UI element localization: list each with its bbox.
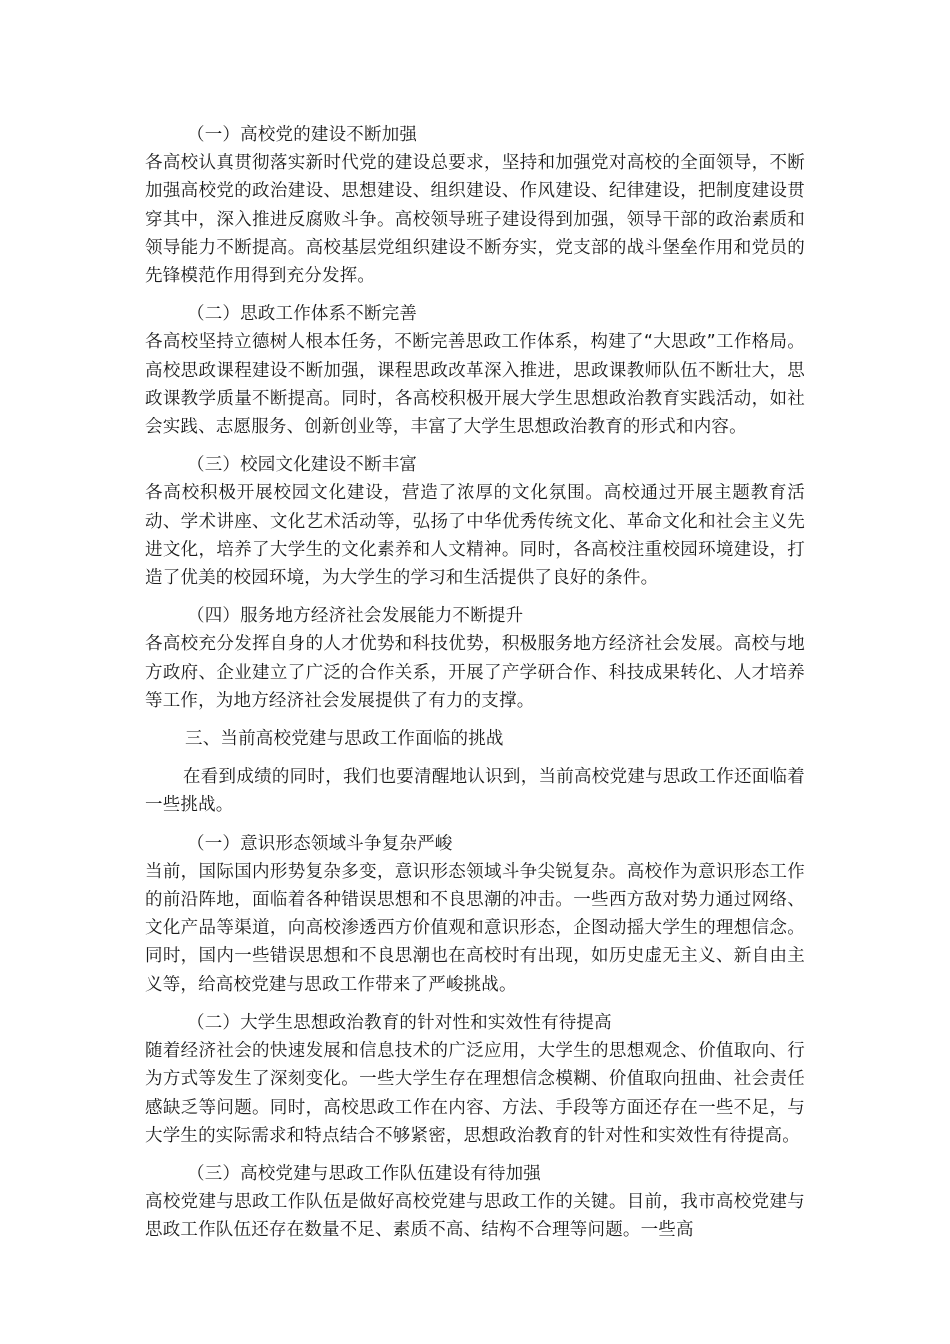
document-page <box>145 121 805 1255</box>
section-intro-paragraph: 在看到成绩的同时，我们也要清醒地认识到，当前高校党建与思政工作还面临着一些挑战。 <box>145 767 805 816</box>
body-paragraph: 当前，国际国内形势复杂多变，意识形态领域斗争尖锐复杂。高校作为意识形态工作的前沿阵地，面临着各种错误思想和不良思潮的冲击。一些西方敌对势力通过网络、文化产品等渠道，向高校渗透西方价值观和意识形态，企图动摇大学生的理想信念。同时，国内一些错误思想和不良思潮也在高校时有出现，如历史虚无主义、新自由主义等，给高校党建与思政工作带来了严峻挑战。 <box>145 861 805 995</box>
body-paragraph: 各高校充分发挥自身的人才优势和科技优势，积极服务地方经济社会发展。高校与地方政府、企业建立了广泛的合作关系，开展了产学研合作、科技成果转化、人才培养等工作，为地方经济社会发展提供了有力的支撑。 <box>145 634 805 711</box>
subsection-heading: （二）思政工作体系不断完善 <box>187 304 418 325</box>
body-paragraph: 各高校积极开展校园文化建设，营造了浓厚的文化氛围。高校通过开展主题教育活动、学术讲座、文化艺术活动等，弘扬了中华优秀传统文化、革命文化和社会主义先进文化，培养了大学生的文化素养和人文精神。同时，各高校注重校园环境建设，打造了优美的校园环境，为大学生的学习和生活提供了良好的条件。 <box>145 483 805 589</box>
challenge-section-1 <box>145 830 805 999</box>
achievement-section-2 <box>145 300 805 441</box>
achievement-section-4 <box>145 602 805 715</box>
subsection-heading: （一）意识形态领域斗争复杂严峻 <box>187 833 453 854</box>
challenge-section-3 <box>145 1160 805 1245</box>
challenge-section-2 <box>145 1009 805 1150</box>
subsection-heading: （三）高校党建与思政工作队伍建设有待加强 <box>187 1163 541 1184</box>
achievement-section-3 <box>145 451 805 592</box>
body-paragraph: 随着经济社会的快速发展和信息技术的广泛应用，大学生的思想观念、价值取向、行为方式等发生了深刻变化。一些大学生存在理想信念模糊、价值取向扭曲、社会责任感缺乏等问题。同时，高校思政工作在内容、方法、手段等方面还存在一些不足，与大学生的实际需求和特点结合不够紧密，思想政治教育的针对性和实效性有待提高。 <box>145 1041 805 1146</box>
subsection-heading: （四）服务地方经济社会发展能力不断提升 <box>187 606 524 627</box>
achievement-section-1 <box>145 121 805 290</box>
subsection-heading: （二）大学生思想政治教育的针对性和实效性有待提高 <box>187 1012 612 1033</box>
body-paragraph: 各高校坚持立德树人根本任务，不断完善思政工作体系，构建了“大思政”工作格局。高校思政课程建设不断加强，课程思政改革深入推进，思政课教师队伍不断壮大，思政课教学质量不断提高。同时，各高校积极开展大学生思想政治教育实践活动，如社会实践、志愿服务、创新创业等，丰富了大学生思想政治教育的形式和内容。 <box>145 332 805 438</box>
body-paragraph: 高校党建与思政工作队伍是做好高校党建与思政工作的关键。目前，我市高校党建与思政工作队伍还存在数量不足、素质不高、结构不合理等问题。一些高 <box>145 1192 805 1241</box>
section-title: 三、当前高校党建与思政工作面临的挑战 <box>185 729 504 750</box>
subsection-heading: （一）高校党的建设不断加强 <box>187 125 418 145</box>
body-paragraph: 各高校认真贯彻落实新时代党的建设总要求，坚持和加强党对高校的全面领导，不断加强高校党的政治建设、思想建设、组织建设、作风建设、纪律建设，把制度建设贯穿其中，深入推进反腐败斗争。高校领导班子建设得到加强，领导干部的政治素质和领导能力不断提高。高校基层党组织建设不断夯实，党支部的战斗堡垒作用和党员的先锋模范作用得到充分发挥。 <box>145 153 805 287</box>
subsection-heading: （三）校园文化建设不断丰富 <box>187 455 418 476</box>
